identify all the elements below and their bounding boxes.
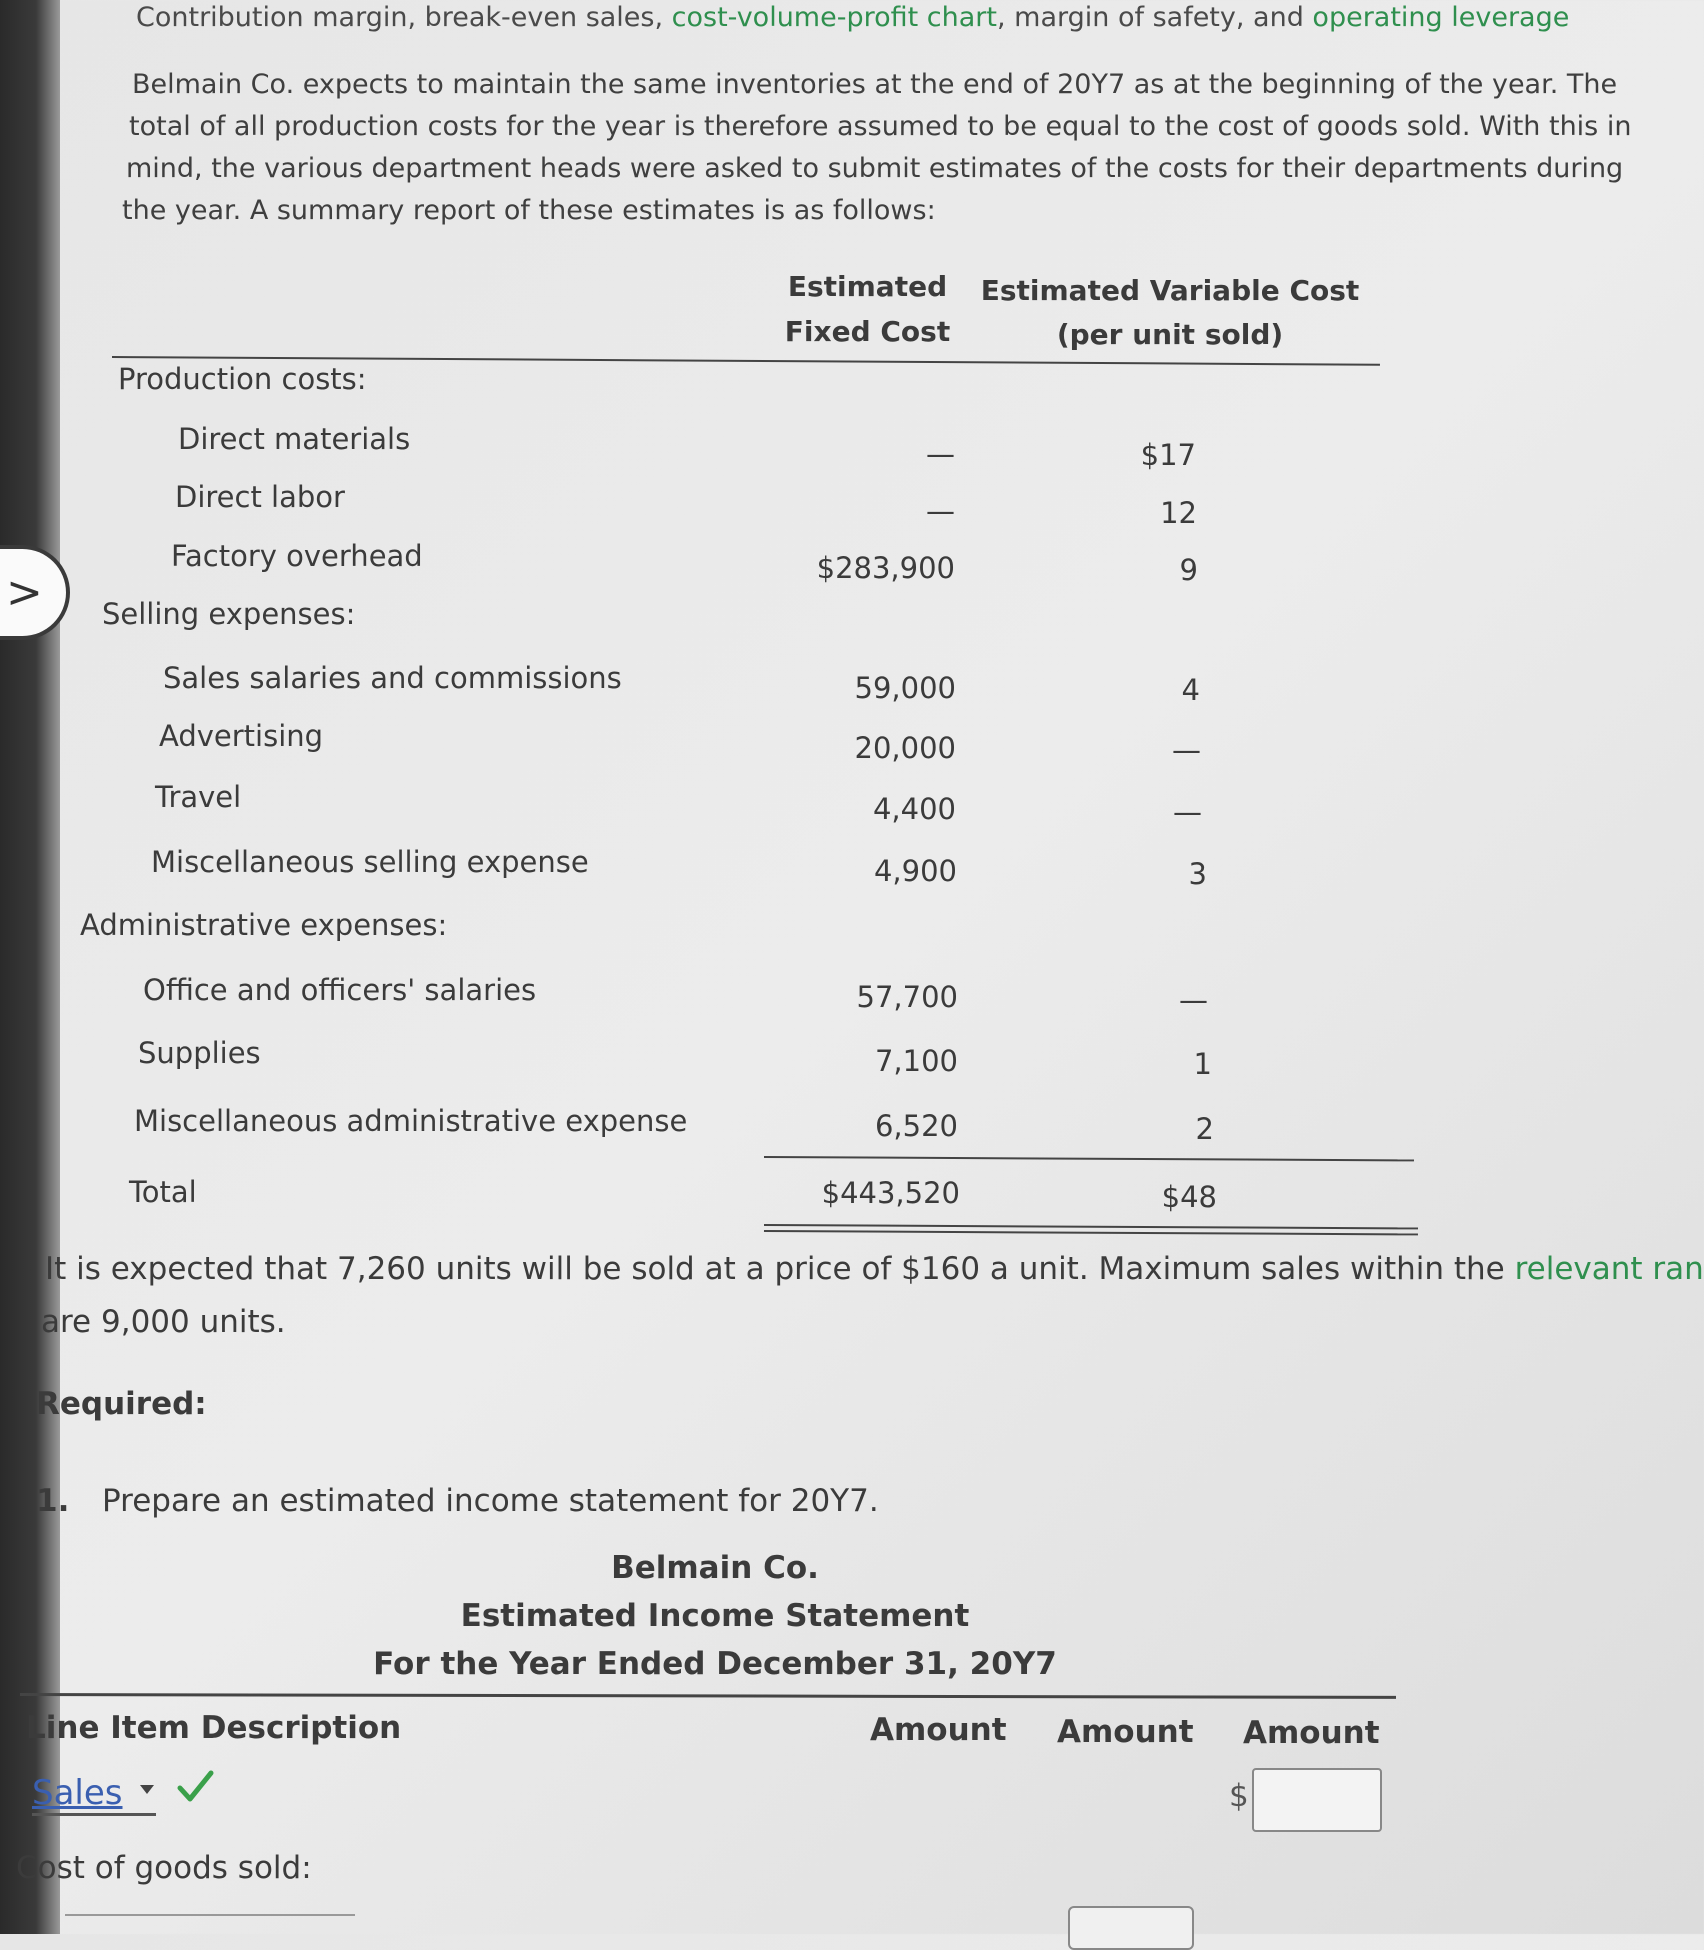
row-fixed-value: $283,900: [816, 551, 955, 585]
statement-title: Estimated Income Statement: [460, 1598, 970, 1634]
topic-text-2: , margin of safety, and: [997, 2, 1313, 33]
topic-link-cvp-chart[interactable]: cost-volume-profit chart: [671, 2, 997, 33]
variable-cost-header-line1: Estimated Variable Cost: [980, 274, 1360, 307]
row-label: Direct materials: [178, 422, 411, 456]
row-fixed-value: 6,520: [874, 1109, 958, 1143]
subtotal-rule: [764, 1156, 1414, 1161]
section-production-costs: Production costs:: [118, 362, 367, 396]
row-fixed-value: 7,100: [874, 1044, 958, 1078]
expectation-line-1: [45, 1251, 1704, 1287]
row-fixed-value: 57,700: [856, 980, 958, 1014]
row-variable-value: —: [1179, 983, 1208, 1017]
cogs-amount-input[interactable]: [1068, 1906, 1194, 1950]
total-label: Total: [129, 1175, 197, 1209]
row-fixed-value: 59,000: [854, 671, 956, 705]
cogs-select-underline[interactable]: [65, 1914, 355, 1916]
row-fixed-value: —: [926, 494, 955, 528]
variable-cost-header-line2: (per unit sold): [1056, 318, 1284, 351]
intro-line-4: the year. A summary report of these estimates is as follows:: [122, 195, 936, 226]
expectation-line-2: are 9,000 units.: [41, 1304, 286, 1340]
row-fixed-value: 20,000: [854, 731, 956, 765]
row-fixed-value: 4,900: [873, 854, 957, 888]
checkmark-icon: [176, 1768, 214, 1806]
row-variable-value: —: [1173, 795, 1202, 829]
col-amount-3: Amount: [1243, 1715, 1380, 1751]
cogs-label: Cost of goods sold:: [16, 1850, 312, 1886]
row-fixed-value: —: [926, 437, 955, 471]
expectation-text: It is expected that 7,260 units will be sold at a price of $160 a unit. Maximum sales within the: [45, 1251, 1515, 1287]
chevron-right-icon: >: [6, 567, 43, 618]
row-label: Miscellaneous selling expense: [151, 845, 589, 879]
section-administrative-expenses: Administrative expenses:: [80, 908, 448, 942]
row-label: Supplies: [138, 1036, 261, 1070]
row-label: Miscellaneous administrative expense: [134, 1104, 688, 1138]
row-label: Direct labor: [175, 480, 345, 514]
row-label: Factory overhead: [171, 539, 423, 573]
row-fixed-value: 4,400: [872, 792, 956, 826]
row-label: Sales salaries and commissions: [163, 661, 622, 695]
row-variable-value: 2: [1195, 1112, 1214, 1146]
topic-text-1: Contribution margin, break-even sales,: [136, 2, 672, 33]
section-selling-expenses: Selling expenses:: [102, 597, 356, 631]
sales-select-value: Sales: [32, 1773, 123, 1813]
sales-amount-input[interactable]: [1252, 1768, 1382, 1832]
fixed-cost-header-line1: Estimated: [787, 270, 948, 303]
total-fixed-value: $443,520: [821, 1176, 960, 1210]
statement-header-rule: [20, 1693, 1396, 1699]
intro-line-3: mind, the various department heads were asked to submit estimates of the costs for their departments during: [126, 153, 1624, 184]
relevant-range-link[interactable]: relevant ran: [1514, 1251, 1704, 1287]
required-heading: Required:: [36, 1386, 207, 1422]
row-variable-value: 12: [1160, 496, 1197, 530]
row-variable-value: 3: [1188, 857, 1207, 891]
row-label: Travel: [155, 780, 242, 814]
fixed-cost-header-line2: Fixed Cost: [784, 315, 951, 348]
row-variable-value: $17: [1140, 438, 1196, 472]
chevron-down-icon: [140, 1785, 154, 1794]
row-label: Advertising: [159, 719, 324, 753]
statement-period: For the Year Ended December 31, 20Y7: [373, 1646, 1057, 1682]
col-amount-2: Amount: [1057, 1714, 1194, 1750]
col-amount-1: Amount: [870, 1712, 1007, 1748]
question-1-number: 1.: [36, 1483, 70, 1519]
statement-company: Belmain Co.: [611, 1550, 819, 1586]
sales-line-item-select[interactable]: [32, 1773, 156, 1816]
row-variable-value: —: [1172, 733, 1201, 767]
row-variable-value: 1: [1193, 1047, 1212, 1081]
topic-heading: [136, 2, 1569, 33]
row-variable-value: 9: [1179, 553, 1198, 587]
topic-link-operating-leverage[interactable]: operating leverage: [1312, 2, 1570, 33]
question-1-text: Prepare an estimated income statement for 20Y7.: [102, 1483, 879, 1519]
left-panel-edge: [0, 0, 60, 1934]
total-double-rule: [764, 1224, 1418, 1235]
dollar-sign: $: [1229, 1778, 1249, 1814]
intro-line-1: Belmain Co. expects to maintain the same inventories at the end of 20Y7 as at the beginning of the year. The: [132, 69, 1618, 100]
total-variable-value: $48: [1161, 1180, 1217, 1214]
col-line-item-description: Line Item Description: [26, 1710, 402, 1746]
row-variable-value: 4: [1181, 673, 1200, 707]
row-label: Office and officers' salaries: [143, 973, 537, 1007]
intro-line-2: total of all production costs for the year is therefore assumed to be equal to the cost of goods sold. With this in: [129, 111, 1632, 142]
